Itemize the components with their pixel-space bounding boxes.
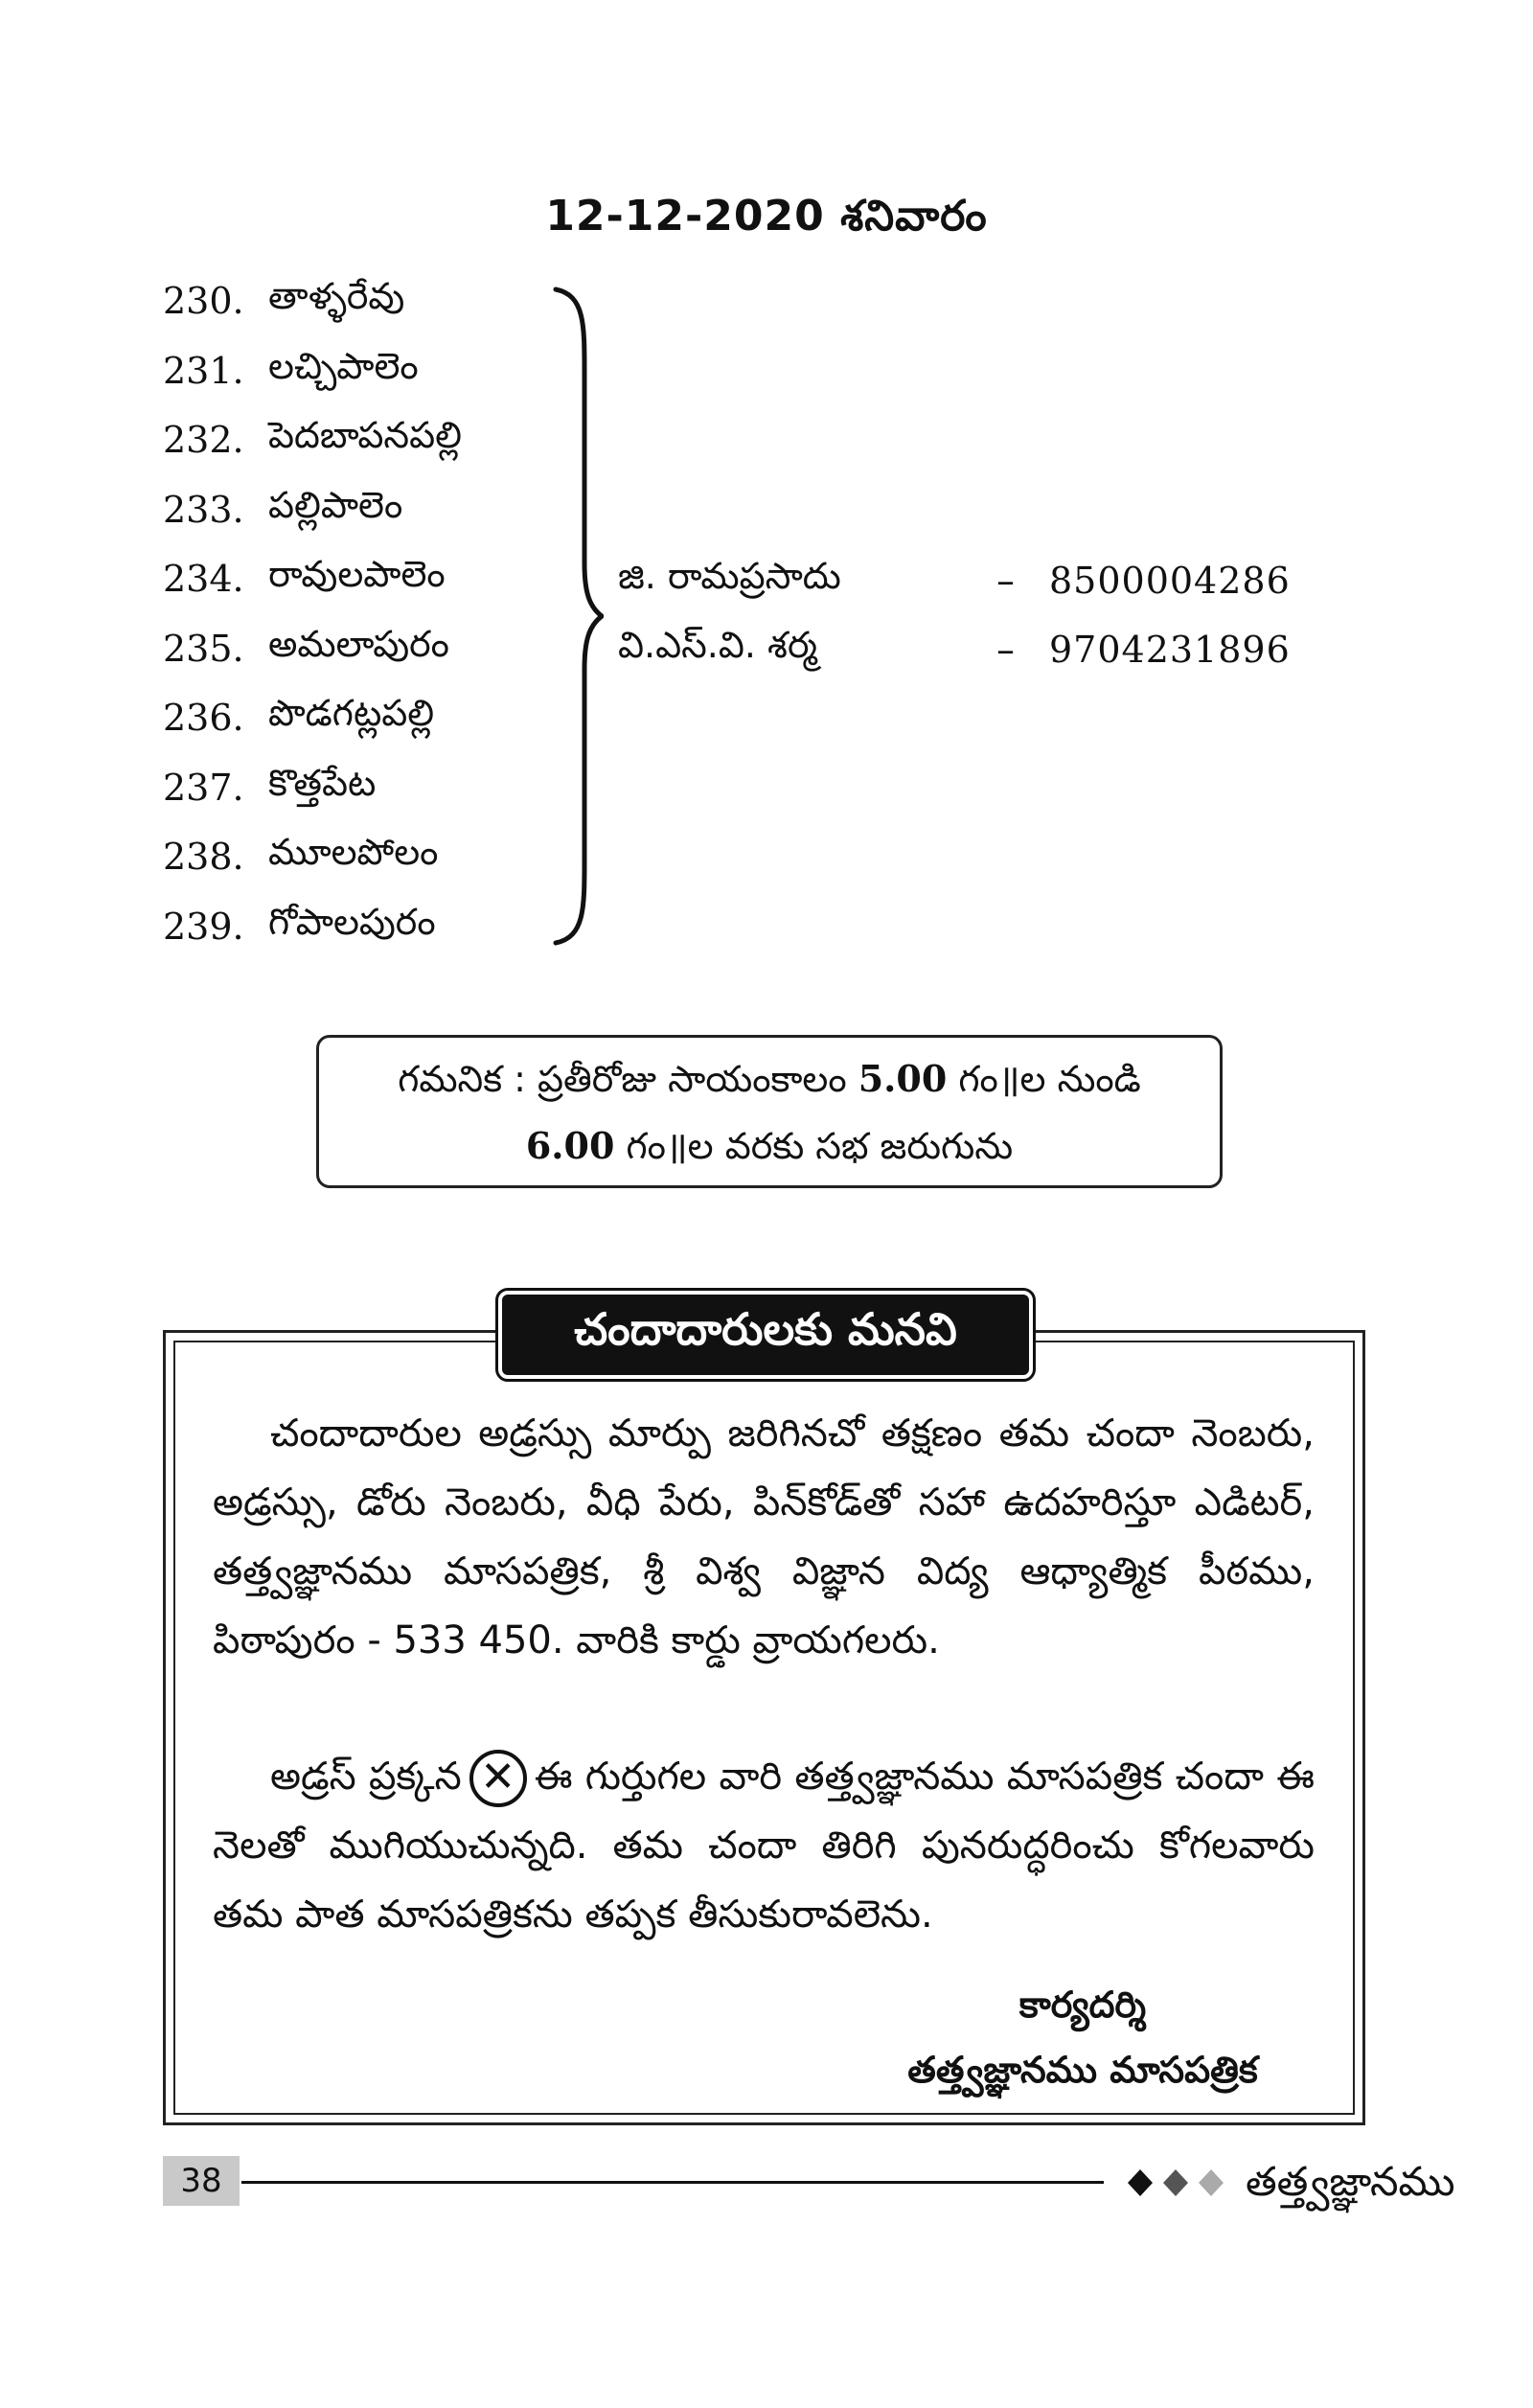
village-name: పెదబాపనపల్లి <box>268 414 462 457</box>
sign-title: కార్యదర్శి <box>1018 1984 1147 2026</box>
village-name: పొడగట్లపల్లి <box>268 692 435 735</box>
page-footer <box>163 2156 1455 2213</box>
list-item <box>163 266 462 336</box>
sign-org: తత్త్వజ్ఞానము మాసపత్రిక <box>907 2049 1258 2091</box>
village-number: 239. <box>163 905 244 948</box>
note-line-1 <box>319 1045 1220 1112</box>
list-item <box>163 475 462 545</box>
village-name: రావులపాలెం <box>268 553 446 596</box>
para2-before: అడ్రస్ ప్రక్కన <box>270 1754 462 1799</box>
village-number: 233. <box>163 488 244 531</box>
village-number: 234. <box>163 558 244 601</box>
appeal-paragraph-2 <box>213 1742 1315 1949</box>
village-number: 232. <box>163 419 244 462</box>
village-number: 237. <box>163 766 244 809</box>
contact-name: వి.ఎస్.వి. శర్మ <box>618 624 817 666</box>
village-number: 235. <box>163 627 244 670</box>
village-list <box>163 266 462 961</box>
village-name: గోపాలపురం <box>268 900 436 943</box>
village-number: 230. <box>163 280 244 323</box>
contact-row <box>618 546 1308 615</box>
village-number: 238. <box>163 836 244 879</box>
diamond-ornament-icon <box>1126 2164 1231 2202</box>
list-item <box>163 544 462 614</box>
village-name: పల్లిపాలెం <box>268 483 403 526</box>
village-number: 236. <box>163 697 244 740</box>
contact-row <box>618 615 1308 684</box>
page-heading-date: 12-12-2020 శనివారం <box>545 192 988 241</box>
note-mid: గం॥ల నుండి <box>958 1058 1141 1100</box>
footer-rule <box>241 2181 1104 2184</box>
list-item <box>163 683 462 753</box>
note-start-time: 5.00 <box>858 1057 948 1100</box>
contact-dash: – <box>996 560 1015 602</box>
village-name: లచ్చిపాలెం <box>268 344 419 387</box>
contact-phone: 9704231896 <box>1049 629 1291 671</box>
village-name: కొత్తపేట <box>268 761 377 804</box>
list-item <box>163 336 462 406</box>
list-item <box>163 822 462 892</box>
note-line-2 <box>319 1112 1220 1180</box>
appeal-paragraph-1: చందాదారుల అడ్రస్సు మార్పు జరిగినచో తక్షణం తమ చందా నెంబరు, అడ్రస్సు, డోరు నెంబరు, వీధి పేరు, పిన్‌కోడ్‌తో సహా ఉదహరిస్తూ ఎడిటర్, తత్త్వజ్ఞానము మాసపత్రిక, శ్రీ విశ్వ విజ్ఞాన విద్య ఆధ్యాత్మిక పీఠము, పిఠాపురం - 533 450. వారికి కార్డు వ్రాయగలరు. <box>213 1411 1315 1663</box>
curly-brace-icon <box>546 286 604 947</box>
contact-name: జి. రామప్రసాదు <box>618 555 841 597</box>
meeting-time-note <box>316 1035 1223 1188</box>
village-name: తాళ్ళరేవు <box>268 275 405 318</box>
magazine-brand: తత్త్వజ్ఞానము <box>1246 2158 1455 2205</box>
list-item <box>163 892 462 962</box>
village-number: 231. <box>163 349 244 392</box>
contact-dash: – <box>996 629 1015 671</box>
list-item <box>163 753 462 823</box>
signature-block <box>862 1972 1303 2102</box>
cross-circle-icon: ✕ <box>469 1750 527 1807</box>
contact-list <box>618 546 1308 684</box>
page-number: 38 <box>163 2156 240 2206</box>
contact-phone: 8500004286 <box>1049 560 1291 602</box>
note-label: గమనిక : ప్రతీరోజు సాయంకాలం <box>398 1058 847 1100</box>
village-name: మూలపోలం <box>268 831 439 874</box>
appeal-title: చందాదారులకు మనవి <box>498 1291 1033 1379</box>
note-end-time: 6.00 <box>525 1124 615 1167</box>
village-name: అమలాపురం <box>268 622 449 665</box>
list-item <box>163 614 462 684</box>
para2-after: ఈ గుర్తుగల వారి తత్త్వజ్ఞానము మాసపత్రిక చందా ఈ నెలతో ముగియుచున్నది. తమ చందా తిరిగి పునరుద్ధరించు కోగలవారు తమ పాత మాసపత్రికను తప్పక తీసుకురావలెను. <box>213 1754 1315 1937</box>
list-item <box>163 405 462 475</box>
note-end: గం॥ల వరకు సభ జరుగును <box>626 1125 1014 1167</box>
